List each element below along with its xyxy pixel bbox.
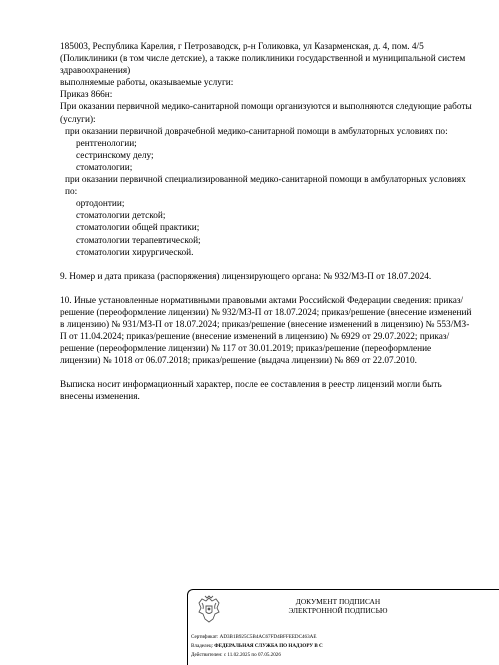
works-header: выполняемые работы, оказываемые услуги: [60,78,234,89]
stamp-title-line-2: ЭЛЕКТРОННОЙ ПОДПИСЬЮ [288,606,388,615]
order-line: Приказ 866н: [60,90,113,101]
owner-value: ФЕДЕРАЛЬНАЯ СЛУЖБА ПО НАДЗОРУ В С [214,643,323,649]
item-9-order-number: 9. Номер и дата приказа (распоряжения) лицензирующего органа: № 932/МЗ-П от 18.07.2024. [60,271,432,282]
item-10-other-info: 10. Иные установленные нормативными правовыми актами Российской Федерации сведения: приказ/решение (переоформление лицензии) № 932/МЗ-П от 18.07.2024; приказ/решение (внесение изменений в лицензию) № 931/МЗ-П от 18.07.2024; приказ/решение (внесение изменений в лицензию) № 553/МЗ-П от 11.04.2024; приказ/решение (внесение изменений в лицензию) № 6929 от 29.07.2022; приказ/решение (переоформление лицензии) № 117 от 30.01.2019; приказ/решение (переоформление лицензии) № 1018 от 06.07.2018; приказ/решение (выдача лицензии) № 869 от 22.07.2010. [60,295,472,367]
certificate-label: Сертификат: [191,634,219,640]
validity-label: Действителен: [191,652,223,658]
specialized-care-heading: при оказании первичной специализированной медико-санитарной помощи в амбулаторных условиях по: [65,175,466,198]
list-item: стоматологии терапевтической; [76,235,201,246]
stamp-title-line-1: ДОКУМЕНТ ПОДПИСАН [295,597,381,606]
list-item: рентгенологии; [76,138,137,149]
list-item: стоматологии хирургической. [76,247,194,258]
validity-row [191,651,499,660]
document-body [60,41,472,404]
list-item: ортодонтии; [76,199,125,210]
electronic-signature-stamp [187,589,499,665]
certificate-value: AD3B1B925C5B4AC67FD4BFFEEDC463AE [219,634,317,640]
list-item: сестринскому делу; [76,150,154,161]
list-item: стоматологии общей практики; [76,223,200,234]
owner-label: Владелец: [191,643,213,649]
coat-of-arms-icon [196,594,222,624]
owner-row [191,642,499,651]
list-item: стоматологии; [76,162,133,173]
disclaimer-note: Выписка носит информационный характер, после ее составления в реестр лицензий могли быть внесены изменения. [60,380,442,403]
address-paragraph: 185003, Республика Карелия, г Петрозаводск, р-н Голиковка, ул Казарменская, д. 4, пом. 4/5 (Поликлиники (в том числе детские), а также поликлиники государственной и муниципальной систем здравоохранения) [60,42,466,77]
certificate-row [191,633,499,642]
primary-care-intro: При оказании первичной медико-санитарной помощи организуются и выполняются следующие работы (услуги): [60,102,472,125]
validity-value: с 11.02.2025 по 07.05.2026 [223,652,281,658]
pre-doctor-care-heading: при оказании первичной доврачебной медико-санитарной помощи в амбулаторных условиях по: [65,126,448,137]
list-item: стоматологии детской; [76,211,166,222]
